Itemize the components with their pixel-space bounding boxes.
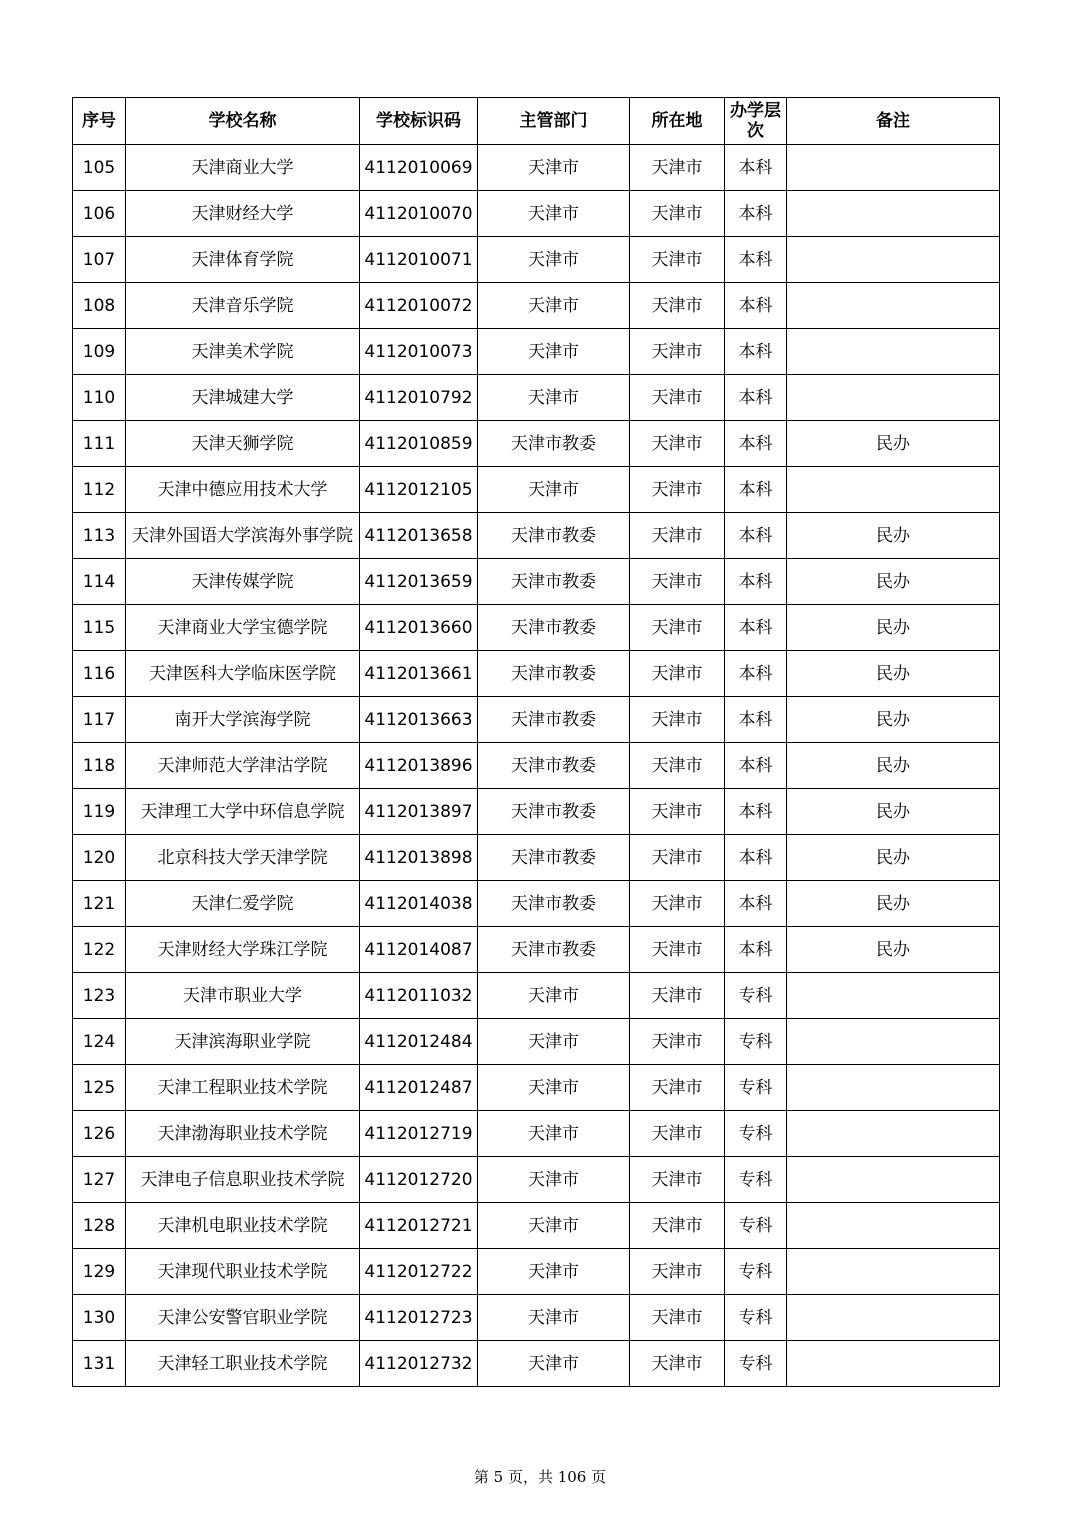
page-footer: 第 5 页，共 106 页: [473, 1468, 607, 1486]
cell-remark: 民办: [787, 651, 1000, 697]
cell-serial: 108: [73, 283, 126, 329]
table-row: [73, 1249, 1000, 1295]
cell-remark: [787, 237, 1000, 283]
cell-remark: [787, 1157, 1000, 1203]
cell-remark: 民办: [787, 559, 1000, 605]
table-row: [73, 467, 1000, 513]
cell-school-name: 天津公安警官职业学院: [126, 1295, 360, 1341]
cell-location: 天津市: [630, 375, 725, 421]
cell-location: 天津市: [630, 1157, 725, 1203]
cell-level: 本科: [725, 559, 787, 605]
cell-school-name: 天津滨海职业学院: [126, 1019, 360, 1065]
cell-serial: 126: [73, 1111, 126, 1157]
cell-school-name: 天津电子信息职业技术学院: [126, 1157, 360, 1203]
cell-remark: [787, 329, 1000, 375]
table-row: [73, 513, 1000, 559]
cell-school-name: 天津美术学院: [126, 329, 360, 375]
cell-school-code: 4112012721: [360, 1203, 478, 1249]
cell-school-name: 天津理工大学中环信息学院: [126, 789, 360, 835]
cell-location: 天津市: [630, 283, 725, 329]
table-header-row: [73, 98, 1000, 145]
table-row: [73, 973, 1000, 1019]
cell-serial: 123: [73, 973, 126, 1019]
table-row: [73, 1157, 1000, 1203]
table-row: [73, 743, 1000, 789]
cell-remark: [787, 1019, 1000, 1065]
cell-location: 天津市: [630, 651, 725, 697]
cell-department: 天津市教委: [478, 651, 630, 697]
cell-remark: [787, 1111, 1000, 1157]
cell-remark: [787, 145, 1000, 191]
cell-location: 天津市: [630, 743, 725, 789]
cell-school-code: 4112013896: [360, 743, 478, 789]
cell-serial: 125: [73, 1065, 126, 1111]
cell-serial: 118: [73, 743, 126, 789]
cell-school-code: 4112013661: [360, 651, 478, 697]
cell-serial: 109: [73, 329, 126, 375]
cell-school-code: 4112013660: [360, 605, 478, 651]
cell-school-name: 天津天狮学院: [126, 421, 360, 467]
cell-school-code: 4112013898: [360, 835, 478, 881]
cell-department: 天津市: [478, 329, 630, 375]
cell-location: 天津市: [630, 973, 725, 1019]
cell-serial: 116: [73, 651, 126, 697]
cell-remark: [787, 1341, 1000, 1387]
table-row: [73, 559, 1000, 605]
table-row: [73, 789, 1000, 835]
cell-location: 天津市: [630, 513, 725, 559]
cell-level: 专科: [725, 1019, 787, 1065]
cell-location: 天津市: [630, 1111, 725, 1157]
cell-location: 天津市: [630, 191, 725, 237]
table-row: [73, 1341, 1000, 1387]
cell-location: 天津市: [630, 329, 725, 375]
school-list-table: [72, 97, 1000, 1387]
cell-department: 天津市: [478, 191, 630, 237]
cell-serial: 130: [73, 1295, 126, 1341]
table-row: [73, 191, 1000, 237]
cell-department: 天津市教委: [478, 697, 630, 743]
cell-serial: 117: [73, 697, 126, 743]
cell-remark: 民办: [787, 421, 1000, 467]
cell-school-name: 天津仁爱学院: [126, 881, 360, 927]
cell-level: 本科: [725, 191, 787, 237]
cell-remark: 民办: [787, 789, 1000, 835]
cell-serial: 113: [73, 513, 126, 559]
cell-serial: 114: [73, 559, 126, 605]
cell-department: 天津市: [478, 283, 630, 329]
cell-school-code: 4112010859: [360, 421, 478, 467]
cell-school-code: 4112012723: [360, 1295, 478, 1341]
cell-school-code: 4112012722: [360, 1249, 478, 1295]
cell-department: 天津市教委: [478, 513, 630, 559]
cell-school-name: 天津渤海职业技术学院: [126, 1111, 360, 1157]
cell-school-code: 4112012732: [360, 1341, 478, 1387]
cell-school-code: 4112011032: [360, 973, 478, 1019]
cell-remark: [787, 1203, 1000, 1249]
cell-location: 天津市: [630, 559, 725, 605]
cell-school-name: 天津城建大学: [126, 375, 360, 421]
cell-department: 天津市: [478, 1157, 630, 1203]
cell-location: 天津市: [630, 145, 725, 191]
cell-school-code: 4112010070: [360, 191, 478, 237]
cell-remark: [787, 973, 1000, 1019]
cell-school-code: 4112014038: [360, 881, 478, 927]
cell-school-name: 天津体育学院: [126, 237, 360, 283]
cell-location: 天津市: [630, 789, 725, 835]
cell-school-code: 4112010072: [360, 283, 478, 329]
cell-level: 专科: [725, 1157, 787, 1203]
cell-department: 天津市教委: [478, 743, 630, 789]
cell-location: 天津市: [630, 605, 725, 651]
cell-remark: 民办: [787, 835, 1000, 881]
table-row: [73, 421, 1000, 467]
cell-department: 天津市: [478, 1341, 630, 1387]
cell-school-code: 4112013659: [360, 559, 478, 605]
cell-location: 天津市: [630, 421, 725, 467]
cell-level: 专科: [725, 1341, 787, 1387]
table-row: [73, 283, 1000, 329]
header-remark: 备注: [787, 98, 1000, 145]
cell-level: 本科: [725, 329, 787, 375]
cell-school-name: 天津师范大学津沽学院: [126, 743, 360, 789]
table-row: [73, 375, 1000, 421]
cell-serial: 111: [73, 421, 126, 467]
cell-serial: 129: [73, 1249, 126, 1295]
cell-serial: 128: [73, 1203, 126, 1249]
cell-school-name: 天津外国语大学滨海外事学院: [126, 513, 360, 559]
cell-department: 天津市教委: [478, 881, 630, 927]
cell-location: 天津市: [630, 1065, 725, 1111]
cell-remark: 民办: [787, 605, 1000, 651]
header-serial: 序号: [73, 98, 126, 145]
cell-school-name: 天津商业大学宝德学院: [126, 605, 360, 651]
cell-location: 天津市: [630, 1249, 725, 1295]
cell-serial: 127: [73, 1157, 126, 1203]
cell-department: 天津市: [478, 1203, 630, 1249]
cell-level: 本科: [725, 927, 787, 973]
cell-school-code: 4112012720: [360, 1157, 478, 1203]
cell-level: 本科: [725, 283, 787, 329]
cell-school-code: 4112010069: [360, 145, 478, 191]
cell-location: 天津市: [630, 1341, 725, 1387]
cell-serial: 122: [73, 927, 126, 973]
header-level: 办学层次: [725, 98, 787, 145]
cell-level: 专科: [725, 973, 787, 1019]
cell-school-code: 4112013897: [360, 789, 478, 835]
cell-school-code: 4112010792: [360, 375, 478, 421]
table-row: [73, 237, 1000, 283]
cell-location: 天津市: [630, 835, 725, 881]
table-body: [73, 145, 1000, 1387]
cell-level: 专科: [725, 1065, 787, 1111]
header-location: 所在地: [630, 98, 725, 145]
cell-level: 本科: [725, 375, 787, 421]
cell-department: 天津市: [478, 1065, 630, 1111]
cell-school-code: 4112012484: [360, 1019, 478, 1065]
cell-remark: [787, 1295, 1000, 1341]
cell-location: 天津市: [630, 1019, 725, 1065]
cell-department: 天津市: [478, 1019, 630, 1065]
cell-department: 天津市教委: [478, 559, 630, 605]
cell-department: 天津市教委: [478, 789, 630, 835]
cell-department: 天津市: [478, 1111, 630, 1157]
cell-remark: 民办: [787, 927, 1000, 973]
cell-school-name: 天津传媒学院: [126, 559, 360, 605]
cell-location: 天津市: [630, 237, 725, 283]
cell-remark: [787, 1249, 1000, 1295]
cell-school-code: 4112010071: [360, 237, 478, 283]
cell-level: 本科: [725, 421, 787, 467]
cell-school-code: 4112012719: [360, 1111, 478, 1157]
cell-department: 天津市教委: [478, 835, 630, 881]
cell-department: 天津市: [478, 145, 630, 191]
table-row: [73, 1111, 1000, 1157]
cell-level: 本科: [725, 697, 787, 743]
cell-school-code: 4112013658: [360, 513, 478, 559]
header-school-name: 学校名称: [126, 98, 360, 145]
cell-location: 天津市: [630, 467, 725, 513]
cell-department: 天津市教委: [478, 421, 630, 467]
cell-level: 本科: [725, 467, 787, 513]
cell-location: 天津市: [630, 1295, 725, 1341]
cell-serial: 105: [73, 145, 126, 191]
cell-level: 专科: [725, 1249, 787, 1295]
cell-school-name: 北京科技大学天津学院: [126, 835, 360, 881]
cell-school-name: 天津轻工职业技术学院: [126, 1341, 360, 1387]
cell-level: 专科: [725, 1295, 787, 1341]
table-row: [73, 1295, 1000, 1341]
cell-serial: 124: [73, 1019, 126, 1065]
table-row: [73, 1019, 1000, 1065]
cell-level: 专科: [725, 1111, 787, 1157]
cell-department: 天津市教委: [478, 927, 630, 973]
cell-remark: [787, 467, 1000, 513]
cell-school-name: 天津医科大学临床医学院: [126, 651, 360, 697]
table-row: [73, 329, 1000, 375]
cell-level: 本科: [725, 237, 787, 283]
table-row: [73, 605, 1000, 651]
cell-serial: 110: [73, 375, 126, 421]
cell-serial: 106: [73, 191, 126, 237]
table-row: [73, 881, 1000, 927]
cell-serial: 131: [73, 1341, 126, 1387]
cell-remark: [787, 1065, 1000, 1111]
table-row: [73, 145, 1000, 191]
cell-serial: 115: [73, 605, 126, 651]
cell-level: 本科: [725, 743, 787, 789]
cell-department: 天津市教委: [478, 605, 630, 651]
cell-school-name: 南开大学滨海学院: [126, 697, 360, 743]
cell-school-name: 天津工程职业技术学院: [126, 1065, 360, 1111]
cell-serial: 119: [73, 789, 126, 835]
cell-department: 天津市: [478, 1295, 630, 1341]
table-row: [73, 927, 1000, 973]
cell-school-name: 天津商业大学: [126, 145, 360, 191]
table-row: [73, 651, 1000, 697]
cell-department: 天津市: [478, 467, 630, 513]
cell-level: 本科: [725, 605, 787, 651]
cell-remark: 民办: [787, 697, 1000, 743]
cell-serial: 121: [73, 881, 126, 927]
cell-remark: 民办: [787, 881, 1000, 927]
table-row: [73, 1203, 1000, 1249]
table-row: [73, 835, 1000, 881]
cell-school-name: 天津中德应用技术大学: [126, 467, 360, 513]
cell-serial: 112: [73, 467, 126, 513]
header-department: 主管部门: [478, 98, 630, 145]
cell-remark: 民办: [787, 743, 1000, 789]
cell-serial: 120: [73, 835, 126, 881]
cell-level: 本科: [725, 881, 787, 927]
cell-level: 本科: [725, 651, 787, 697]
cell-level: 本科: [725, 513, 787, 559]
cell-department: 天津市: [478, 973, 630, 1019]
cell-school-code: 4112014087: [360, 927, 478, 973]
cell-school-code: 4112010073: [360, 329, 478, 375]
table-row: [73, 1065, 1000, 1111]
header-school-code: 学校标识码: [360, 98, 478, 145]
cell-level: 本科: [725, 789, 787, 835]
cell-school-code: 4112013663: [360, 697, 478, 743]
school-list-table-container: [72, 97, 1000, 1387]
cell-level: 本科: [725, 145, 787, 191]
cell-school-name: 天津财经大学珠江学院: [126, 927, 360, 973]
cell-location: 天津市: [630, 697, 725, 743]
cell-school-code: 4112012105: [360, 467, 478, 513]
cell-remark: [787, 375, 1000, 421]
cell-department: 天津市: [478, 375, 630, 421]
cell-school-name: 天津财经大学: [126, 191, 360, 237]
cell-location: 天津市: [630, 881, 725, 927]
cell-level: 专科: [725, 1203, 787, 1249]
cell-serial: 107: [73, 237, 126, 283]
cell-school-name: 天津现代职业技术学院: [126, 1249, 360, 1295]
cell-school-name: 天津市职业大学: [126, 973, 360, 1019]
cell-remark: [787, 191, 1000, 237]
cell-department: 天津市: [478, 237, 630, 283]
cell-school-name: 天津音乐学院: [126, 283, 360, 329]
cell-remark: 民办: [787, 513, 1000, 559]
cell-location: 天津市: [630, 927, 725, 973]
cell-level: 本科: [725, 835, 787, 881]
cell-remark: [787, 283, 1000, 329]
cell-school-code: 4112012487: [360, 1065, 478, 1111]
table-row: [73, 697, 1000, 743]
cell-school-name: 天津机电职业技术学院: [126, 1203, 360, 1249]
cell-department: 天津市: [478, 1249, 630, 1295]
cell-location: 天津市: [630, 1203, 725, 1249]
